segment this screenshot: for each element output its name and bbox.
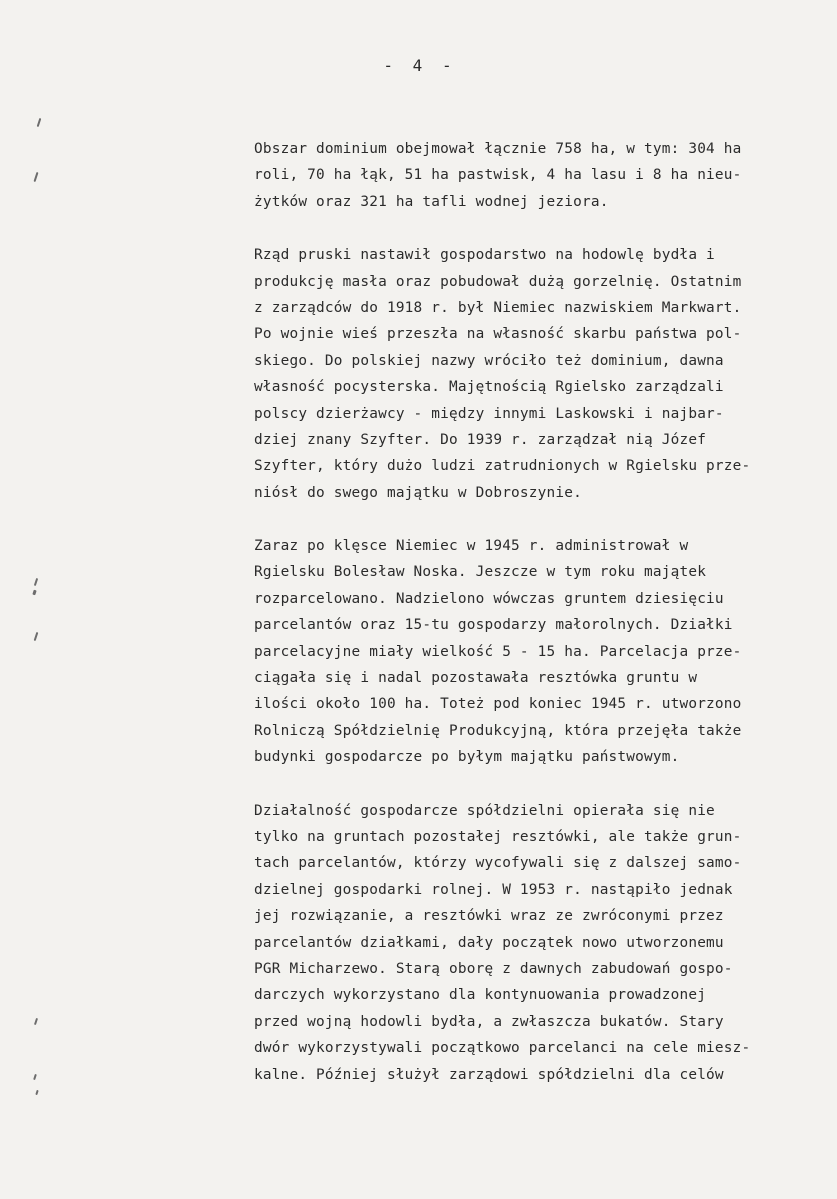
text-line: żytków oraz 321 ha tafli wodnej jeziora. (254, 193, 609, 210)
text-line: Po wojnie wieś przeszła na własność skarbu państwa pol- (254, 326, 742, 343)
text-line: dziej znany Szyfter. Do 1939 r. zarządzał nią Józef (254, 431, 707, 448)
text-line: Działalność gospodarcze spółdzielni opierała się nie (254, 802, 715, 819)
text-line: PGR Micharzewo. Starą oborę z dawnych zabudowań gospo- (254, 960, 733, 977)
scan-mark (34, 632, 39, 641)
text-line: Rgielsku Bolesław Noska. Jeszcze w tym roku majątek (254, 564, 707, 581)
text-line: przed wojną hodowli bydła, a zwłaszcza bukatów. Stary (254, 1013, 724, 1030)
text-line: Rolniczą Spółdzielnię Produkcyjną, która przejęła także (254, 722, 742, 739)
text-line: darczych wykorzystano dla kontynuowania prowadzonej (254, 987, 707, 1004)
text-line: ilości około 100 ha. Toteż pod koniec 1945 r. utworzono (254, 696, 742, 713)
text-line: parcelantów oraz 15-tu gospodarzy małorolnych. Działki (254, 617, 733, 634)
scan-mark (35, 1090, 38, 1095)
text-line: tach parcelantów, którzy wycofywali się z dalszej samo- (254, 855, 742, 872)
text-line: skiego. Do polskiej nazwy wróciło też dominium, dawna (254, 352, 724, 369)
text-line: jej rozwiązanie, a resztówki wraz ze zwróconymi przez (254, 908, 724, 925)
text-line: Szyfter, który dużo ludzi zatrudnionych w Rgielsku prze- (254, 458, 751, 475)
paragraph-dominium-area (254, 136, 834, 215)
text-line: budynki gospodarcze po byłym majątku państwowym. (254, 749, 680, 766)
paragraph-cooperative (254, 798, 834, 1088)
text-line: dzielnej gospodarki rolnej. W 1953 r. nastąpiło jednak (254, 881, 733, 898)
text-line: roli, 70 ha łąk, 51 ha pastwisk, 4 ha lasu i 8 ha nieu- (254, 167, 742, 184)
text-line: Obszar dominium obejmował łącznie 758 ha, w tym: 304 ha (254, 141, 742, 157)
text-line: z zarządców do 1918 r. był Niemiec nazwiskiem Markwart. (254, 299, 742, 316)
text-line: własność pocysterska. Majętnością Rgielsko zarządzali (254, 379, 724, 396)
text-line: parcelantów działkami, dały początek nowo utworzonemu (254, 934, 724, 951)
paragraph-post-1945 (254, 533, 834, 771)
text-line: parcelacyjne miały wielkość 5 - 15 ha. Parcelacja prze- (254, 643, 742, 660)
scan-mark (32, 590, 36, 596)
text-line: ciągała się i nadal pozostawała resztówka gruntu w (254, 670, 698, 687)
typed-text-body (254, 136, 834, 1088)
scan-mark (34, 578, 38, 586)
text-line: niósł do swego majątku w Dobroszynie. (254, 484, 582, 501)
text-line: kalne. Później służył zarządowi spółdzielni dla celów (254, 1066, 724, 1083)
page-number: - 4 - (383, 56, 454, 75)
text-line: dwór wykorzystywali początkowo parcelanci na cele miesz- (254, 1040, 751, 1057)
text-line: Rząd pruski nastawił gospodarstwo na hodowlę bydła i (254, 247, 715, 264)
text-line: Zaraz po klęsce Niemiec w 1945 r. administrował w (254, 538, 689, 555)
scan-mark (33, 1074, 37, 1080)
paragraph-prussian-era (254, 242, 834, 506)
scan-mark (34, 1018, 38, 1025)
text-line: polscy dzierżawcy - między innymi Laskowski i najbar- (254, 405, 724, 422)
scan-mark (34, 172, 39, 182)
text-line: produkcję masła oraz pobudował dużą gorzelnię. Ostatnim (254, 273, 742, 290)
scan-mark (37, 118, 42, 127)
text-line: tylko na gruntach pozostałej resztówki, ale także grun- (254, 828, 742, 845)
text-line: rozparcelowano. Nadzielono wówczas gruntem dziesięciu (254, 590, 724, 607)
